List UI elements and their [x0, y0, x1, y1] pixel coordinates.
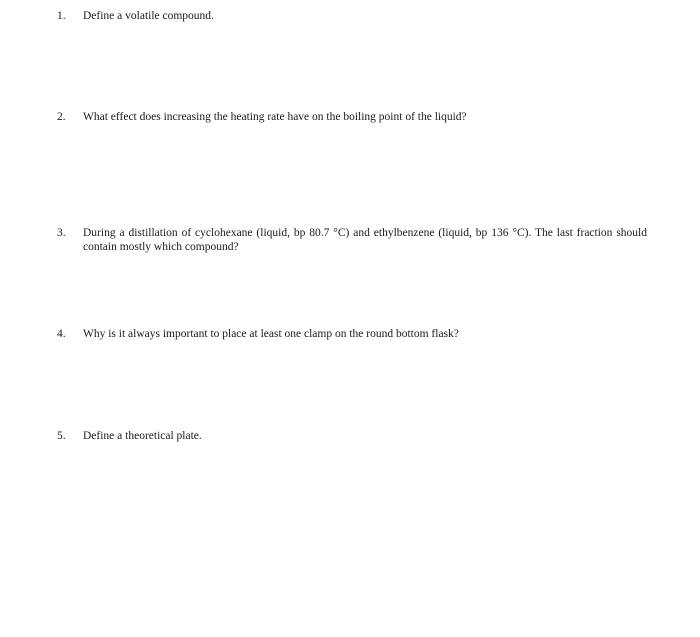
question-text: Define a theoretical plate. [83, 430, 202, 442]
question-text: What effect does increasing the heating rate have on the boiling point of the liquid? [83, 111, 467, 123]
question-number: 4. [57, 328, 66, 340]
question-number: 5. [57, 430, 66, 442]
question-text: Why is it always important to place at least one clamp on the round bottom flask? [83, 328, 459, 340]
question-number: 1. [57, 10, 66, 22]
question-number: 2. [57, 111, 66, 123]
question-text: During a distillation of cyclohexane (liquid, bp 80.7 °C) and ethylbenzene (liquid, bp 136 °C). The last fraction should contain mostly which compound? [83, 227, 647, 253]
question-number: 3. [57, 227, 66, 239]
question-text: Define a volatile compound. [83, 10, 214, 22]
